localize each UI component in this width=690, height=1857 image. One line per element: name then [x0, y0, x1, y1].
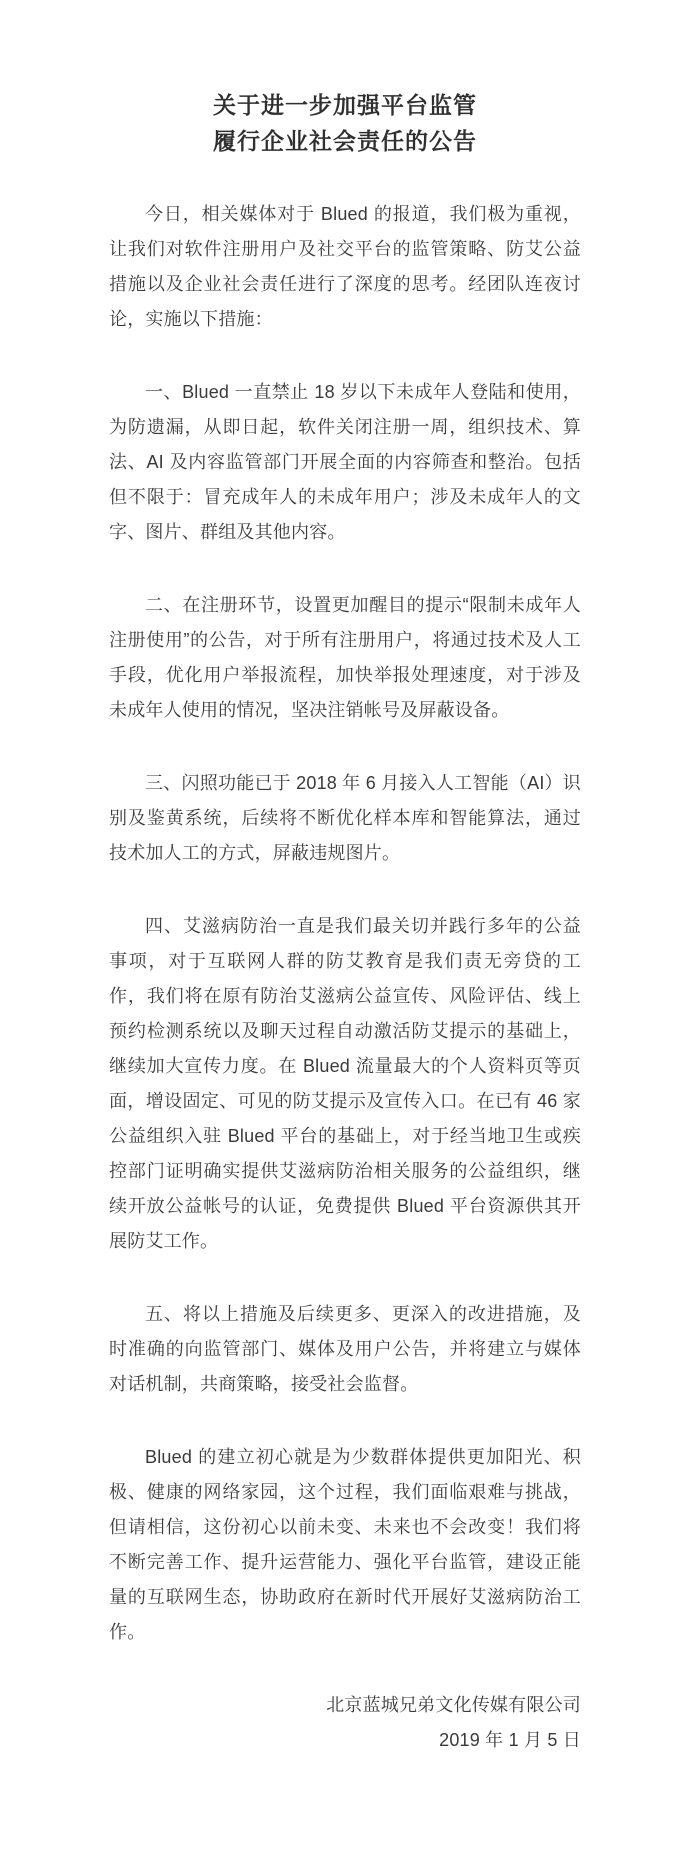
signature-block: [109, 1688, 581, 1758]
paragraph-intro: 今日，相关媒体对于 Blued 的报道，我们极为重视，让我们对软件注册用户及社交平台的监管策略、防艾公益措施以及企业社会责任进行了深度的思考。经团队连夜讨论，实施以下措施：: [109, 204, 581, 329]
announcement-date: 2019 年 1 月 5 日: [439, 1730, 581, 1750]
paragraph-measure-1: 一、Blued 一直禁止 18 岁以下未成年人登陆和使用，为防遗漏，从即日起，软件关闭注册一周，组织技术、算法、AI 及内容监管部门开展全面的内容筛查和整治。包括但不限于：冒充成年人的未成年用户；涉及未成年人的文字、图片、群组及其他内容。: [109, 382, 581, 542]
paragraph-measure-5: 五、将以上措施及后续更多、更深入的改进措施，及时准确的向监管部门、媒体及用户公告，并将建立与媒体对话机制，共商策略，接受社会监督。: [109, 1304, 581, 1394]
title-line-2: 履行企业社会责任的公告: [213, 128, 477, 154]
company-name: 北京蓝城兄弟文化传媒有限公司: [326, 1695, 581, 1715]
page-title: [109, 87, 581, 159]
paragraph-closing: Blued 的建立初心就是为少数群体提供更加阳光、积极、健康的网络家园，这个过程，我们面临艰难与挑战，但请相信，这份初心以前未变、未来也不会改变！我们将不断完善工作、提升运营能力、强化平台监管，建设正能量的互联网生态，协助政府在新时代开展好艾滋病防治工作。: [109, 1447, 581, 1642]
paragraph-measure-2: 二、在注册环节，设置更加醒目的提示“限制未成年人注册使用”的公告，对于所有注册用户，将通过技术及人工手段，优化用户举报流程，加快举报处理速度，对于涉及未成年人使用的情况，坚决注销帐号及屏蔽设备。: [109, 595, 581, 720]
paragraph-measure-4: 四、艾滋病防治一直是我们最关切并践行多年的公益事项，对于互联网人群的防艾教育是我们责无旁贷的工作，我们将在原有防治艾滋病公益宣传、风险评估、线上预约检测系统以及聊天过程自动激活防艾提示的基础上，继续加大宣传力度。在 Blued 流量最大的个人资料页等页面，增设固定、可见的防艾提示及宣传入口。在已有 46 家公益组织入驻 Blued 平台的基础上，对于经当地卫生或疾控部门证明确实提供艾滋病防治相关服务的公益组织，继续开放公益帐号的认证，免费提供 Blued 平台资源供其开展防艾工作。: [109, 916, 581, 1251]
title-line-1: 关于进一步加强平台监管: [213, 92, 477, 118]
paragraph-measure-3: 三、闪照功能已于 2018 年 6 月接入人工智能（AI）识别及鉴黄系统，后续将不断优化样本库和智能算法，通过技术加人工的方式，屏蔽违规图片。: [109, 773, 581, 863]
